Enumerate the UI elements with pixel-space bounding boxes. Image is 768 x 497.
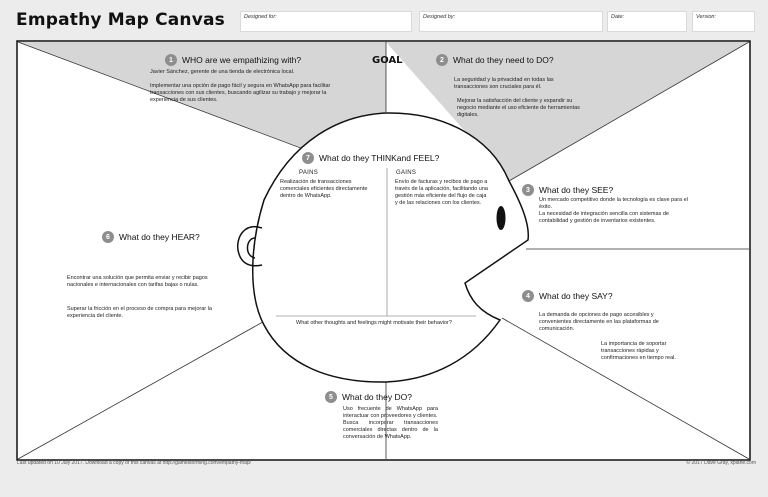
say-text-2: La importancia de soportar transacciones rápidas y confirmaciones en tiempo real. — [601, 341, 676, 361]
need-text-2: Mejorar la satisfacción del cliente y expandir su negocio mediante el uso eficiente de herramientas digitales. — [457, 98, 580, 118]
who-heading — [165, 54, 301, 66]
who-text: Javier Sánchez, gerente de una tienda de electrónica local. Implementar una opción de pago fácil y segura en WhatsApp para facilitar transacciones con sus clientes, buscando agilizar su trabajo y mejorar la experiencia de sus clientes. — [150, 69, 331, 103]
number-badge: 3 — [522, 184, 534, 196]
say-heading — [522, 290, 613, 302]
hear-text-1: Encontrar una solución que permita enviar y recibir pagos nacionales e internacionales con tarifas bajas o nulas. — [67, 275, 208, 288]
say-text-1: La demanda de opciones de pago accesibles y convenientes directamente en las plataformas de comunicación. — [539, 312, 659, 332]
do-heading — [325, 391, 412, 403]
number-badge: 6 — [102, 231, 114, 243]
eye-icon — [497, 206, 506, 230]
need-heading-text: What do they need to DO? — [453, 55, 554, 65]
number-badge: 5 — [325, 391, 337, 403]
number-badge: 7 — [302, 152, 314, 164]
pains-label: PAINS — [299, 170, 319, 176]
do-text: Uso frecuente de WhatsApp para interactuar con proveedores y clientes. Busca incorporar transacciones comerciales directas dentro de la conversación de WhatsApp. — [343, 406, 438, 440]
number-badge: 4 — [522, 290, 534, 302]
footer-left: Last updated on 10 July 2017. Download a copy of this canvas at http://gamestorming.com/empathy-map/ — [17, 460, 252, 466]
see-heading-text: What do they SEE? — [539, 185, 614, 195]
date-field[interactable]: Date: — [607, 11, 687, 32]
need-heading — [436, 54, 554, 66]
other-thoughts-text: What other thoughts and feelings might motivate their behavior? — [296, 320, 452, 326]
canvas-title: Empathy Map Canvas — [16, 10, 225, 30]
number-badge: 2 — [436, 54, 448, 66]
pains-text: Realización de transacciones comerciales eficientes directamente dentro de WhatsApp. — [280, 179, 368, 199]
who-heading-text: WHO are we empathizing with? — [182, 55, 302, 65]
think-feel-heading — [302, 152, 439, 164]
hear-text-2: Superar la fricción en el proceso de compra para mejorar la experiencia del cliente. — [67, 306, 212, 319]
gains-label: GAINS — [396, 170, 417, 176]
see-heading — [522, 184, 613, 196]
hear-heading — [102, 231, 200, 243]
version-field[interactable]: Version: — [692, 11, 755, 32]
gains-text: Envío de facturas y recibos de pago a través de la aplicación, facilitando una gestión más eficiente del flujo de caja y de las relaciones con los clientes. — [395, 179, 488, 206]
do-heading-text: What do they DO? — [342, 392, 412, 402]
hear-heading-text: What do they HEAR? — [119, 232, 200, 242]
think-feel-heading-text: What do they THINKand FEEL? — [319, 153, 440, 163]
see-text: Un mercado competitivo donde la tecnología es clave para el éxito. La necesidad de integración sencilla con sistemas de contabilidad y gestión de inventarios existentes. — [539, 197, 688, 224]
footer-right: © 2017 Dave Gray, xplane.com — [686, 460, 756, 466]
designed-for-field[interactable]: Designed for: — [240, 11, 412, 32]
number-badge: 1 — [165, 54, 177, 66]
need-text-1: La seguridad y la privacidad en todas las transacciones son cruciales para él. — [454, 77, 554, 90]
goal-label: GOAL — [372, 55, 403, 66]
designed-by-field[interactable]: Designed by: — [419, 11, 603, 32]
say-heading-text: What do they SAY? — [539, 291, 613, 301]
